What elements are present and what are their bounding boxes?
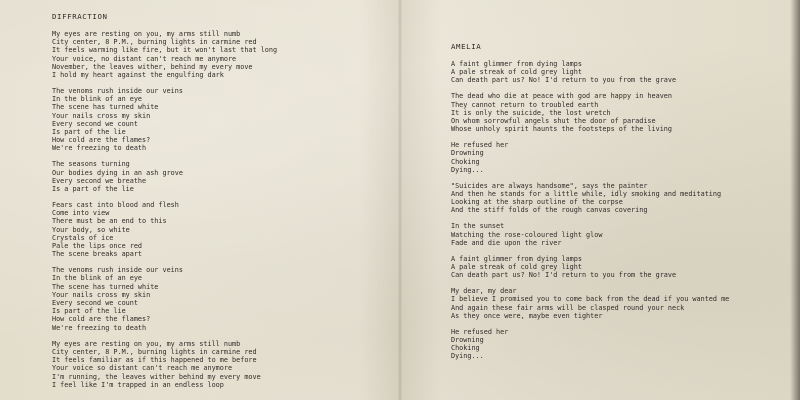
lyric-line: Fade and die upon the river — [451, 238, 562, 247]
lyric-line: In the blink of an eye — [52, 274, 143, 283]
lyric-line: And again these fair arms will be clasped round your neck — [451, 303, 685, 312]
lyric-line: Choking — [451, 157, 480, 166]
lyric-line: I'm running, the leaves wither behind my every move — [52, 372, 261, 381]
lyric-line: Fears cast into blood and flesh — [52, 201, 179, 210]
stanza — [52, 87, 277, 153]
lyric-line: He refused her — [451, 141, 509, 150]
lyric-line: Is a part of the lie — [52, 185, 134, 194]
stanza — [451, 141, 729, 174]
lyric-line: A pale streak of cold grey light — [451, 263, 582, 272]
stanza — [451, 328, 729, 361]
lyric-line: City center, 8 P.M., burning lights in carmine red — [52, 38, 257, 47]
lyric-line: Choking — [451, 344, 480, 353]
lyric-line: I believe I promised you to come back from the dead if you wanted me — [451, 295, 730, 304]
lyric-line: And then he stands for a little while, idly smoking and meditating — [451, 190, 722, 199]
lyric-line: In the blink of an eye — [52, 95, 143, 104]
lyric-line: We're freezing to death — [52, 323, 147, 332]
lyric-line: Drowning — [451, 336, 484, 345]
lyric-line: Is part of the lie — [52, 128, 126, 137]
lyric-line: Dying... — [451, 352, 484, 361]
lyric-line: I feel like I'm trapped in an endless loop — [52, 380, 224, 389]
lyric-line: The dead who die at peace with god are happy in heaven — [451, 92, 672, 101]
lyric-line: Your voice, no distant can't reach me anymore — [52, 54, 237, 63]
lyric-line: The venoms rush inside our veins — [52, 87, 183, 96]
lyric-line: The scene has turned white — [52, 282, 159, 291]
lyric-line: It feels warming like fire, but it won't last that long — [52, 46, 278, 55]
lyrics-left — [52, 30, 277, 397]
lyric-line: As they once were, maybe even tighter — [451, 311, 603, 320]
song-title-diffraction: DIFFRACTION — [52, 12, 108, 21]
lyric-line: Can death part us? No! I'd return to you from the grave — [451, 76, 677, 85]
lyric-line: Can death part us? No! I'd return to you from the grave — [451, 271, 677, 280]
lyric-line: My eyes are resting on you, my arms still numb — [52, 30, 241, 38]
lyric-line: In the sunset — [451, 222, 505, 231]
stanza — [451, 182, 729, 215]
lyric-line: We're freezing to death — [52, 144, 147, 153]
lyric-line: My eyes are resting on you, my arms still numb — [52, 339, 241, 348]
lyric-line: The seasons turning — [52, 160, 130, 169]
lyric-line: "Suicides are always handsome", says the painter — [451, 181, 648, 190]
lyric-line: A pale streak of cold grey light — [451, 68, 582, 77]
lyric-line: They cannot return to troubled earth — [451, 100, 599, 109]
lyric-line: Your body, so white — [52, 225, 130, 234]
stanza — [52, 266, 277, 332]
lyric-line: Pale the lips once red — [52, 242, 143, 251]
lyric-line: It is only the suicide, the lost wretch — [451, 108, 611, 117]
lyric-line: How cold are the flames? — [52, 315, 151, 324]
stanza — [52, 340, 277, 389]
lyric-line: Every second we count — [52, 299, 138, 308]
lyric-line: My dear, my dear — [451, 287, 517, 296]
lyric-line: He refused her — [451, 327, 509, 336]
lyric-line: Watching the rose-coloured light glow — [451, 230, 603, 239]
page-fold — [398, 0, 402, 400]
lyric-line: The venoms rush inside our veins — [52, 266, 183, 275]
lyric-line: Come into view — [52, 209, 110, 218]
lyric-line: Is part of the lie — [52, 307, 126, 316]
lyric-line: Every second we count — [52, 119, 138, 128]
lyric-line: November, the leaves wither, behind my every move — [52, 62, 253, 71]
stanza — [52, 30, 277, 79]
lyric-line: And the stiff folds of the rough canvas covering — [451, 206, 648, 215]
lyric-line: Our bodies dying in an ash grove — [52, 168, 183, 177]
lyric-line: A faint glimmer from dying lamps — [451, 254, 582, 263]
lyric-line: How cold are the flames? — [52, 136, 151, 145]
stanza — [451, 255, 729, 280]
stanza — [52, 160, 277, 193]
lyric-line: Dying... — [451, 165, 484, 174]
lyric-line: The scene has turned white — [52, 103, 159, 112]
lyric-line: Your voice so distant can't reach me anymore — [52, 364, 233, 373]
song-title-amelia: AMELIA — [451, 42, 482, 51]
lyric-line: Crystals of ice — [52, 233, 114, 242]
lyric-line: Your nails cross my skin — [52, 290, 151, 299]
lyric-line: Drowning — [451, 149, 484, 158]
lyric-line: I hold my heart against the engulfing dark — [52, 71, 224, 80]
stanza — [52, 201, 277, 258]
stanza — [451, 92, 729, 133]
lyric-line: The scene breaks apart — [52, 250, 143, 259]
lyric-line: City center, 8 P.M., burning lights in carmine red — [52, 347, 257, 356]
lyric-line: A faint glimmer from dying lamps — [451, 60, 582, 68]
lyrics-right — [451, 60, 729, 368]
stanza — [451, 222, 729, 247]
stanza — [451, 60, 729, 85]
page-edge-shadow — [790, 0, 800, 400]
lyric-line: On whom sorrowful angels shut the door of paradise — [451, 117, 656, 126]
stanza — [451, 287, 729, 320]
lyric-line: Looking at the sharp outline of the corpse — [451, 198, 623, 207]
lyric-line: It feels familiar as if this happened to me before — [52, 356, 257, 365]
lyric-line: Whose unholy spirit haunts the footsteps of the living — [451, 125, 672, 134]
lyric-line: Your nails cross my skin — [52, 111, 151, 120]
lyric-line: There must be an end to this — [52, 217, 167, 226]
lyric-line: Every second we breathe — [52, 176, 147, 185]
